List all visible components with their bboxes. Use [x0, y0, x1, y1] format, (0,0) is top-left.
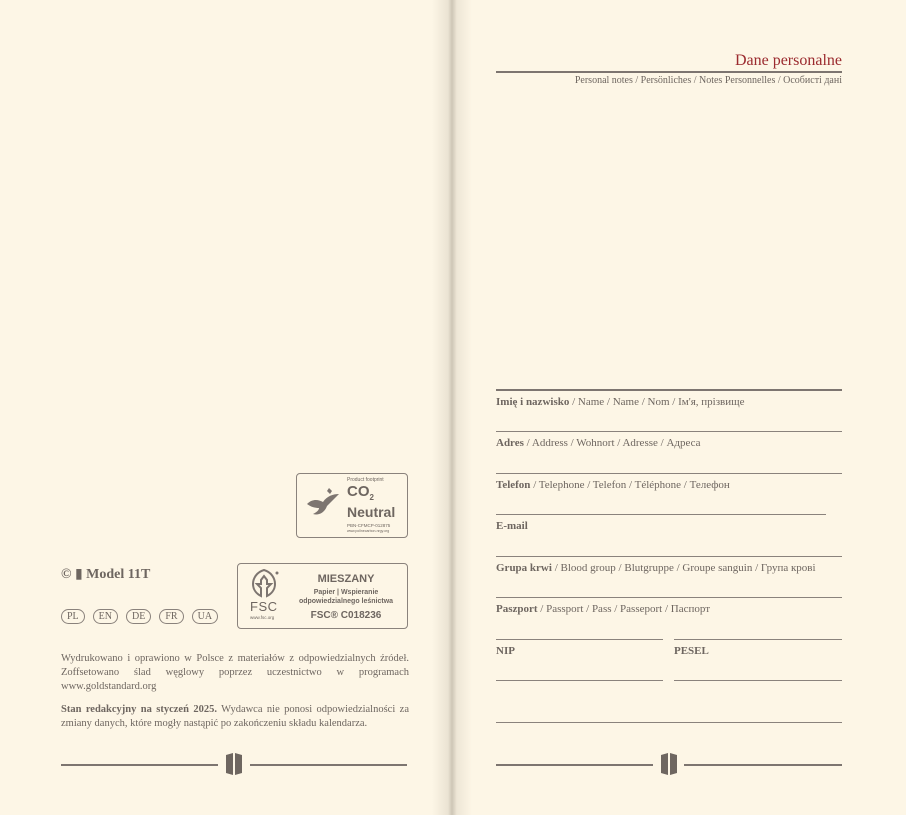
page-subtitle: Personal notes / Persönliches / Notes Personnelles / Особисті дані: [574, 75, 842, 86]
footer-rule-left: [496, 764, 653, 766]
lang-badge-fr: FR: [159, 609, 183, 624]
co2-text: CO: [347, 483, 370, 500]
fsc-tree-icon: [247, 568, 281, 598]
co2-subscript: 2: [369, 493, 374, 502]
field-name-label: Imię i nazwisko / Name / Name / Nom / Ім'я, прізвище: [496, 396, 745, 408]
field-address-line[interactable]: [496, 473, 842, 474]
neutral-text: Neutral: [347, 504, 396, 520]
lang-badge-en: EN: [93, 609, 118, 624]
field-extra-line[interactable]: [496, 722, 842, 723]
page-title: Dane personalne: [734, 52, 842, 69]
lang-badge-ua: UA: [192, 609, 218, 624]
field-email-line[interactable]: [496, 556, 842, 557]
language-badges: [61, 609, 218, 624]
fsc-logo-text: FSC: [250, 599, 278, 614]
field-name-line[interactable]: [496, 431, 842, 432]
co2-code: PBN-CFMCP-012875: [347, 523, 391, 528]
fsc-line2: odpowiedzialnego leśnictwa: [298, 598, 394, 605]
fsc-url: www.fsc.org: [250, 615, 275, 620]
fsc-line1: Papier | Wspieranie: [313, 589, 379, 596]
book-icon: [225, 752, 243, 776]
field-pesel-label: PESEL: [674, 645, 709, 657]
co2-url: www.pollnecarbon-nrgy.org: [347, 529, 390, 533]
left-footer-rule-right: [250, 764, 407, 766]
dove-leaf-icon: [303, 482, 343, 522]
field-blood-line[interactable]: [496, 597, 842, 598]
field-passport-line-left[interactable]: [496, 639, 663, 640]
edition-paragraph: Stan redakcyjny na styczeń 2025. Wydawca nie ponosi odpowiedzialności za zmiany danych, które mogły nastąpić po zakończeniu składu kalendarza.: [61, 704, 409, 729]
left-footer-rule-left: [61, 764, 218, 766]
field-nip-line[interactable]: [496, 680, 663, 681]
fsc-heading: MIESZANY: [317, 573, 375, 585]
field-pesel-line[interactable]: [674, 680, 842, 681]
co2-small-text: Product footprint: [347, 477, 384, 483]
field-nip-label: NIP: [496, 645, 515, 657]
fsc-license: FSC® C018236: [310, 610, 382, 621]
field-address-label: Adres / Address / Wohnort / Adresse / Адреса: [496, 437, 701, 449]
field-passport-label: Paszport / Passport / Pass / Passeport / Паспорт: [496, 603, 711, 615]
field-passport-line-right[interactable]: [674, 639, 842, 640]
book-icon: [660, 752, 678, 776]
field-phone-label: Telefon / Telephone / Telefon / Téléphone / Телефон: [496, 479, 730, 491]
fsc-label: [237, 563, 408, 629]
book-gutter: [432, 0, 472, 815]
lang-badge-de: DE: [126, 609, 151, 624]
field-email-label: E-mail: [496, 520, 528, 532]
lang-badge-pl: PL: [61, 609, 85, 624]
form-top-rule: [496, 389, 842, 391]
footer-rule-right: [684, 764, 842, 766]
co2-neutral-badge: [296, 473, 408, 538]
title-rule: [496, 71, 842, 73]
field-phone-line[interactable]: [496, 514, 826, 515]
print-info-paragraph: Wydrukowano i oprawiono w Polsce z materiałów z odpowiedzialnych źródeł. Zoffsetowano ślad węglowy poprzez uczestnictwo w programach www.goldstandard.org: [61, 653, 409, 692]
model-label: © ▮ Model 11T: [61, 567, 151, 582]
field-blood-label: Grupa krwi / Blood group / Blutgruppe / Groupe sanguin / Група крові: [496, 562, 816, 574]
